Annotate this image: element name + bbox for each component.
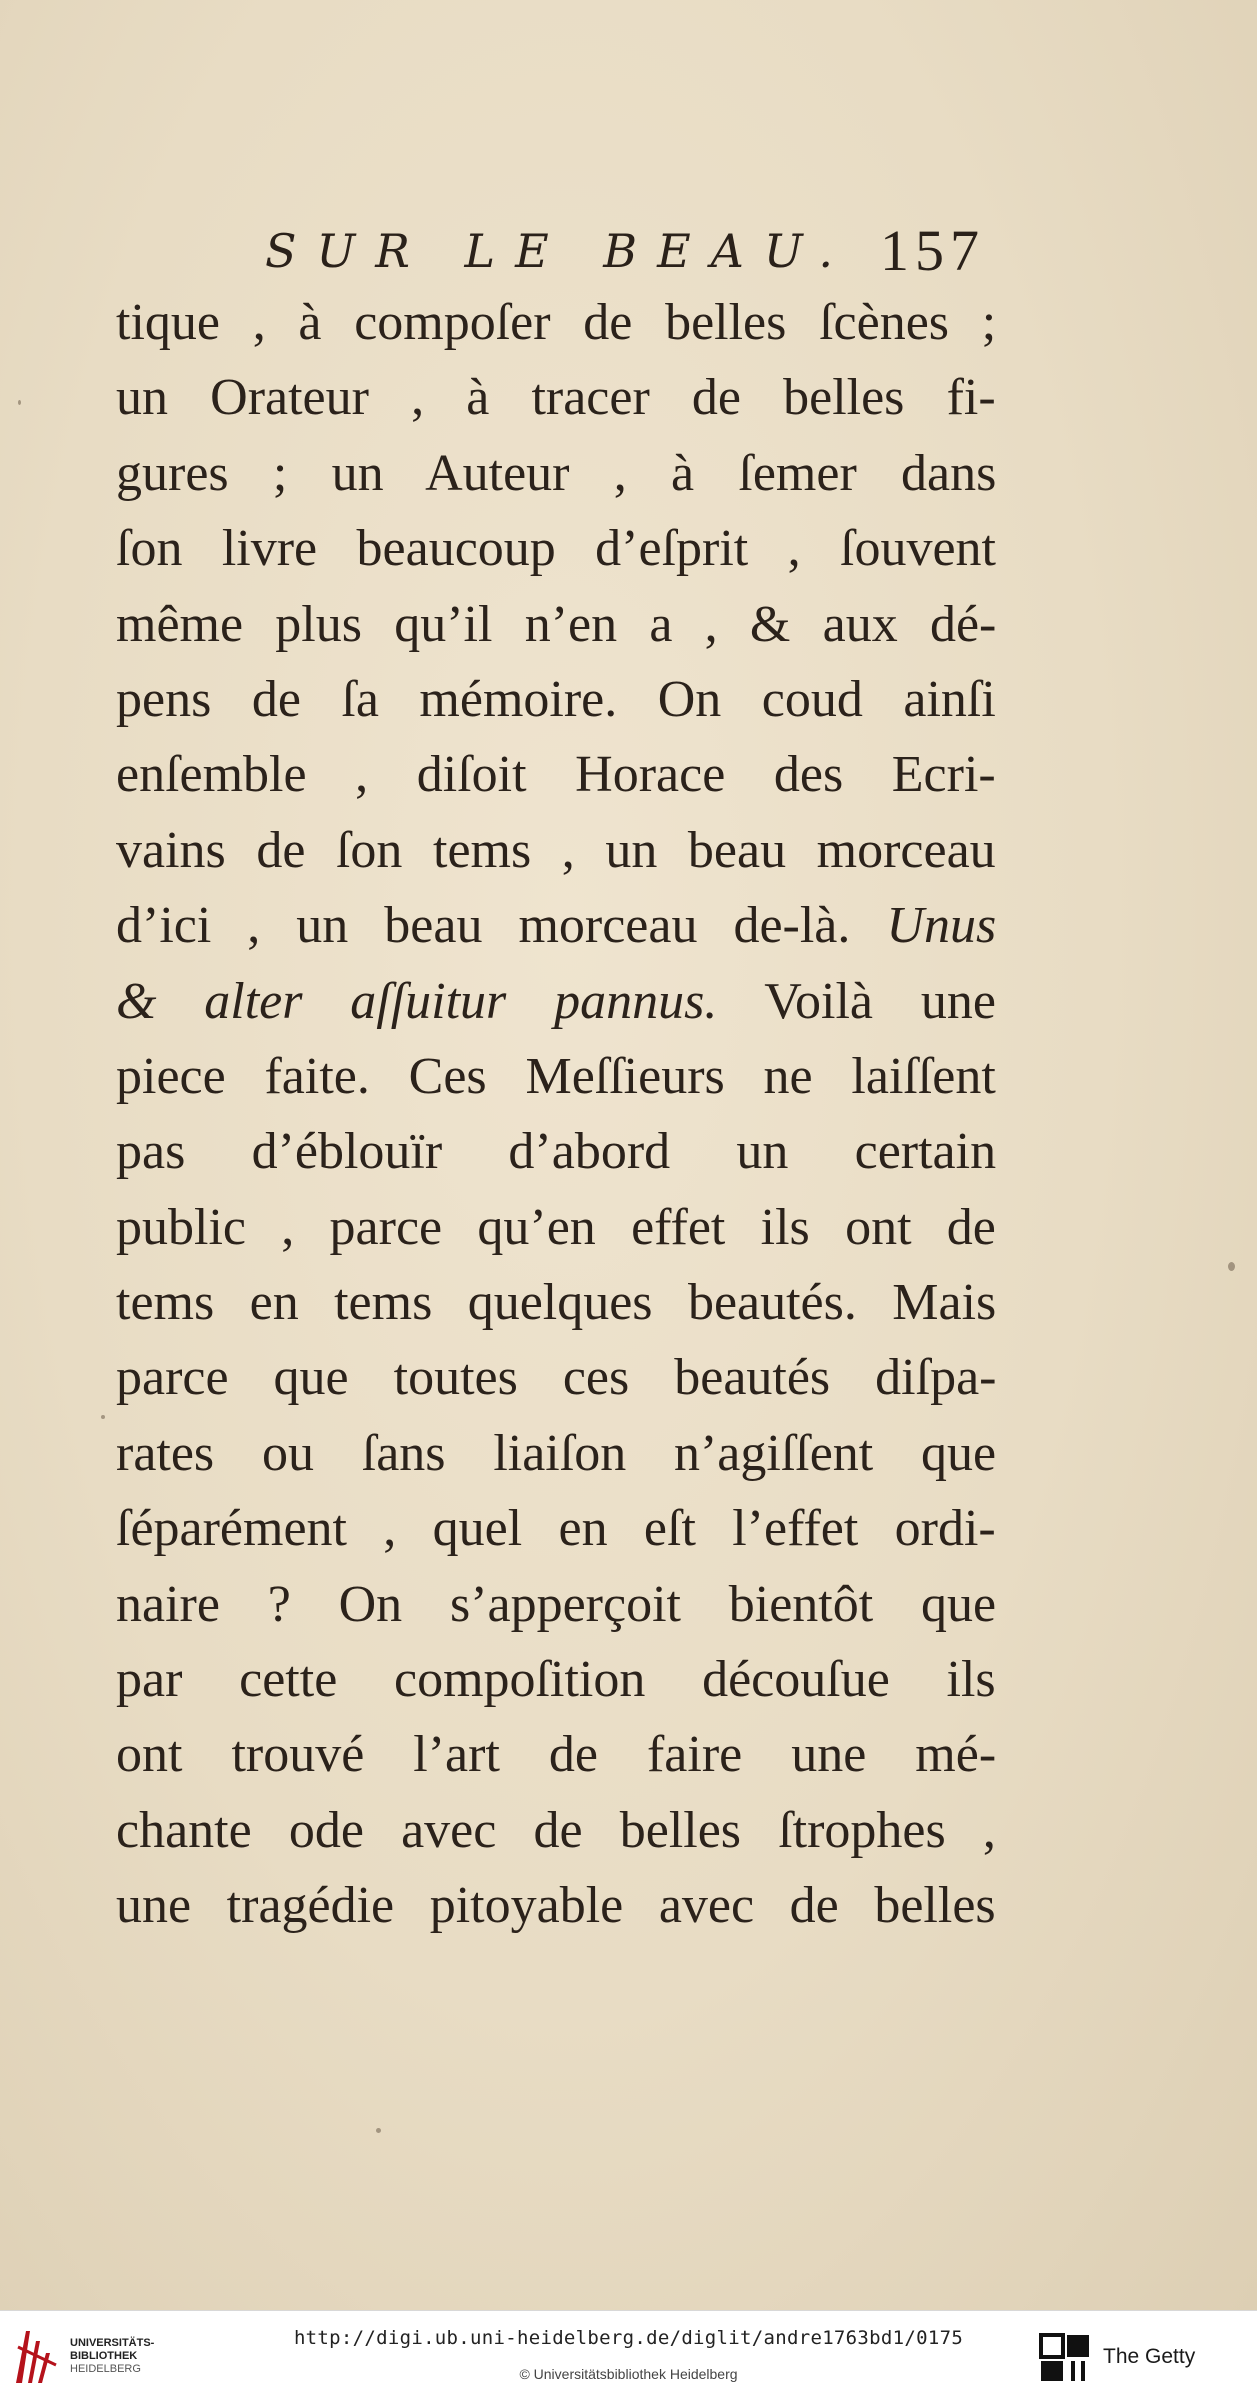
text-run: vains de ſon tems , un beau morceau	[116, 821, 996, 879]
text-run: tique , à compoſer de belles ſcènes ;	[116, 294, 997, 351]
text-run: une tragédie pitoyable avec de belles	[116, 1877, 996, 1935]
text-line	[116, 813, 996, 888]
text-line	[116, 1265, 996, 1340]
text-run: par cette compoſition découſue ils	[116, 1651, 996, 1709]
getty-mark-icon	[1039, 2333, 1093, 2383]
getty-logo[interactable]	[1039, 2333, 1239, 2383]
text-run: piece faite. Ces Meſſieurs ne laiſſent	[116, 1047, 996, 1105]
permalink-url[interactable]: http://digi.ub.uni-heidelberg.de/diglit/andre1763bd1/0175	[293, 2327, 964, 2349]
library-city: HEIDELBERG	[70, 2363, 141, 2375]
text-line	[116, 1793, 996, 1868]
text-run: Voilà une	[717, 972, 996, 1030]
text-line	[116, 360, 996, 435]
library-name-line2: BIBLIOTHEK	[70, 2350, 138, 2362]
text-run: rates ou ſans liaiſon n’agiſſent que	[116, 1424, 997, 1482]
text-run: pens de ſa mémoire. On coud ainſi	[116, 670, 996, 728]
paper-speck	[376, 2128, 381, 2133]
text-line	[116, 511, 996, 586]
text-run: gures ; un Auteur , à ſemer dans	[116, 444, 997, 502]
page-number: 157	[880, 218, 985, 283]
text-run: ſéparément , quel en eſt l’effet ordi-	[116, 1500, 996, 1558]
paper-speck	[101, 1415, 105, 1419]
text-line	[116, 285, 996, 360]
text-run: même plus qu’il n’en a , & aux dé-	[116, 595, 997, 653]
text-line	[116, 1642, 996, 1717]
text-line	[116, 1416, 996, 1491]
paper-speck	[18, 400, 21, 405]
text-run: pas d’éblouïr d’abord un certain	[116, 1123, 997, 1181]
text-line	[116, 587, 996, 662]
text-run: parce que toutes ces beautés diſpa-	[116, 1349, 997, 1407]
text-line	[116, 1190, 996, 1265]
running-title: SUR LE BEAU.	[265, 224, 854, 278]
text-run: enſemble , diſoit Horace des Ecri-	[116, 746, 996, 804]
body-text	[116, 285, 996, 1944]
text-line	[116, 1039, 996, 1114]
text-run: naire ? On s’apperçoit bientôt que	[116, 1575, 997, 1633]
text-line	[116, 1114, 996, 1189]
text-line	[116, 888, 996, 963]
text-line	[116, 1491, 996, 1566]
text-line	[116, 1340, 996, 1415]
text-run: d’ici , un beau morceau de-là.	[116, 897, 887, 955]
text-line	[116, 436, 996, 511]
text-run: chante ode avec de belles ſtrophes ,	[116, 1801, 996, 1859]
text-line	[116, 1717, 996, 1792]
italic-phrase: & alter aſſuitur pannus.	[116, 972, 718, 1030]
text-run: public , parce qu’en effet ils ont de	[116, 1198, 996, 1256]
italic-phrase: Unus	[886, 897, 997, 955]
partner-name: The Getty	[1103, 2345, 1196, 2368]
paper-speck	[1228, 1262, 1235, 1271]
text-run: tems en tems quelques beautés. Mais	[116, 1274, 997, 1332]
running-head	[265, 216, 985, 286]
footer-bar	[0, 2310, 1257, 2402]
text-line	[116, 964, 996, 1039]
library-name-line1: UNIVERSITÄTS-	[70, 2337, 155, 2349]
text-line	[116, 737, 996, 812]
text-line	[116, 1868, 996, 1943]
text-line	[116, 1567, 996, 1642]
text-run: ont trouvé l’art de faire une mé-	[116, 1726, 997, 1784]
text-run: un Orateur , à tracer de belles fi-	[116, 369, 996, 427]
copyright-notice: © Universitätsbibliothek Heidelberg	[519, 2366, 738, 2382]
text-run: ſon livre beaucoup d’eſprit , ſouvent	[116, 520, 997, 578]
text-line	[116, 662, 996, 737]
